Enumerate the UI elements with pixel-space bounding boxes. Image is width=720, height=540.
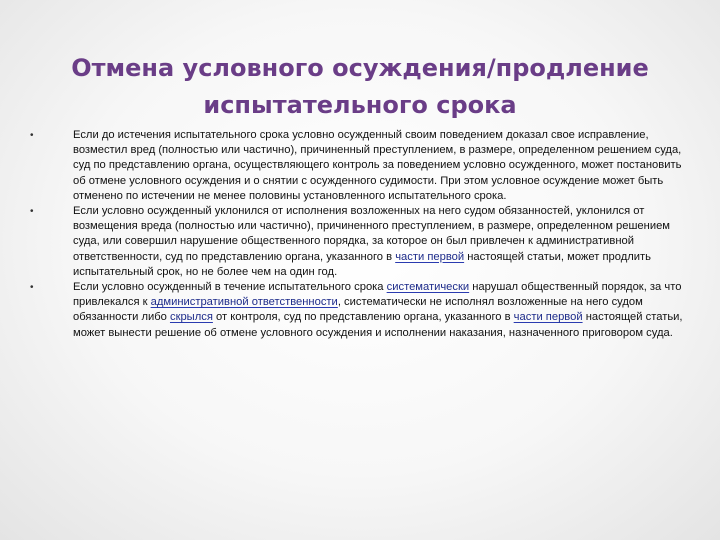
text-segment: настоящей статьи, может продлить испытательный срок, но не более чем на один год. (73, 250, 652, 278)
bullet-dot-icon: • (30, 206, 34, 218)
link-chasti-pervoy[interactable]: части первой (513, 311, 583, 324)
bullet-list (30, 128, 690, 341)
text-segment: , систематически не исполнял возложенные на него судом обязанности либо (73, 296, 643, 324)
bullet-text-2 (73, 204, 690, 280)
link-administrativnoy-otvetstvennosti[interactable]: административной ответственности (150, 296, 338, 309)
bullet-dot-icon: • (30, 130, 34, 141)
slide-title-line-1: Отмена условного осуждения/продление (71, 54, 649, 83)
bullet-dot-icon: • (30, 282, 34, 294)
link-chasti-pervoy[interactable]: части первой (395, 250, 465, 263)
link-skrylsya[interactable]: скрылся (169, 311, 213, 324)
text-segment: Если условно осужденный уклонился от исполнения возложенных на него судом обязанностей, уклонился от возмещения вреда (полностью или частично), причиненного преступлением, в размере, определенном решением суда, или совершил нарушение общественного порядка, за которое он был привлечен к административной ответственности, суд по представлению органа, указанного в (73, 205, 670, 263)
bullet-item-1 (30, 128, 690, 204)
bullet-item-2 (30, 204, 690, 280)
text-segment: нарушал общественный порядок, за что привлекался к (73, 281, 682, 309)
slide-title (40, 50, 680, 124)
link-sistematicheski[interactable]: систематически (386, 281, 470, 294)
bullet-item-3 (30, 280, 690, 341)
slide-title-line-2: испытательного срока (203, 91, 517, 120)
text-segment: от контроля, суд по представлению органа, указанного в (212, 311, 514, 324)
bullet-text-1: Если до истечения испытательного срока условно осужденный своим поведением доказал свое исправление, возместил вред (полностью или частично), причиненный преступлением, в размере, определенном решением суда, суд по представлению органа, осуществляющего контроль за поведением условно осужденного, может постановить об отмене условного осуждения и о снятии с осужденного судимости. При этом условное осуждение может быть отменено по истечении не менее половины установленного испытательного срока. (73, 129, 682, 202)
bullet-text-3 (73, 280, 690, 341)
text-segment: настоящей статьи, может вынести решение об отмене условного осуждения и исполнении наказания, назначенного приговором суда. (73, 311, 683, 339)
text-segment: Если условно осужденный в течение испытательного срока (73, 281, 387, 294)
